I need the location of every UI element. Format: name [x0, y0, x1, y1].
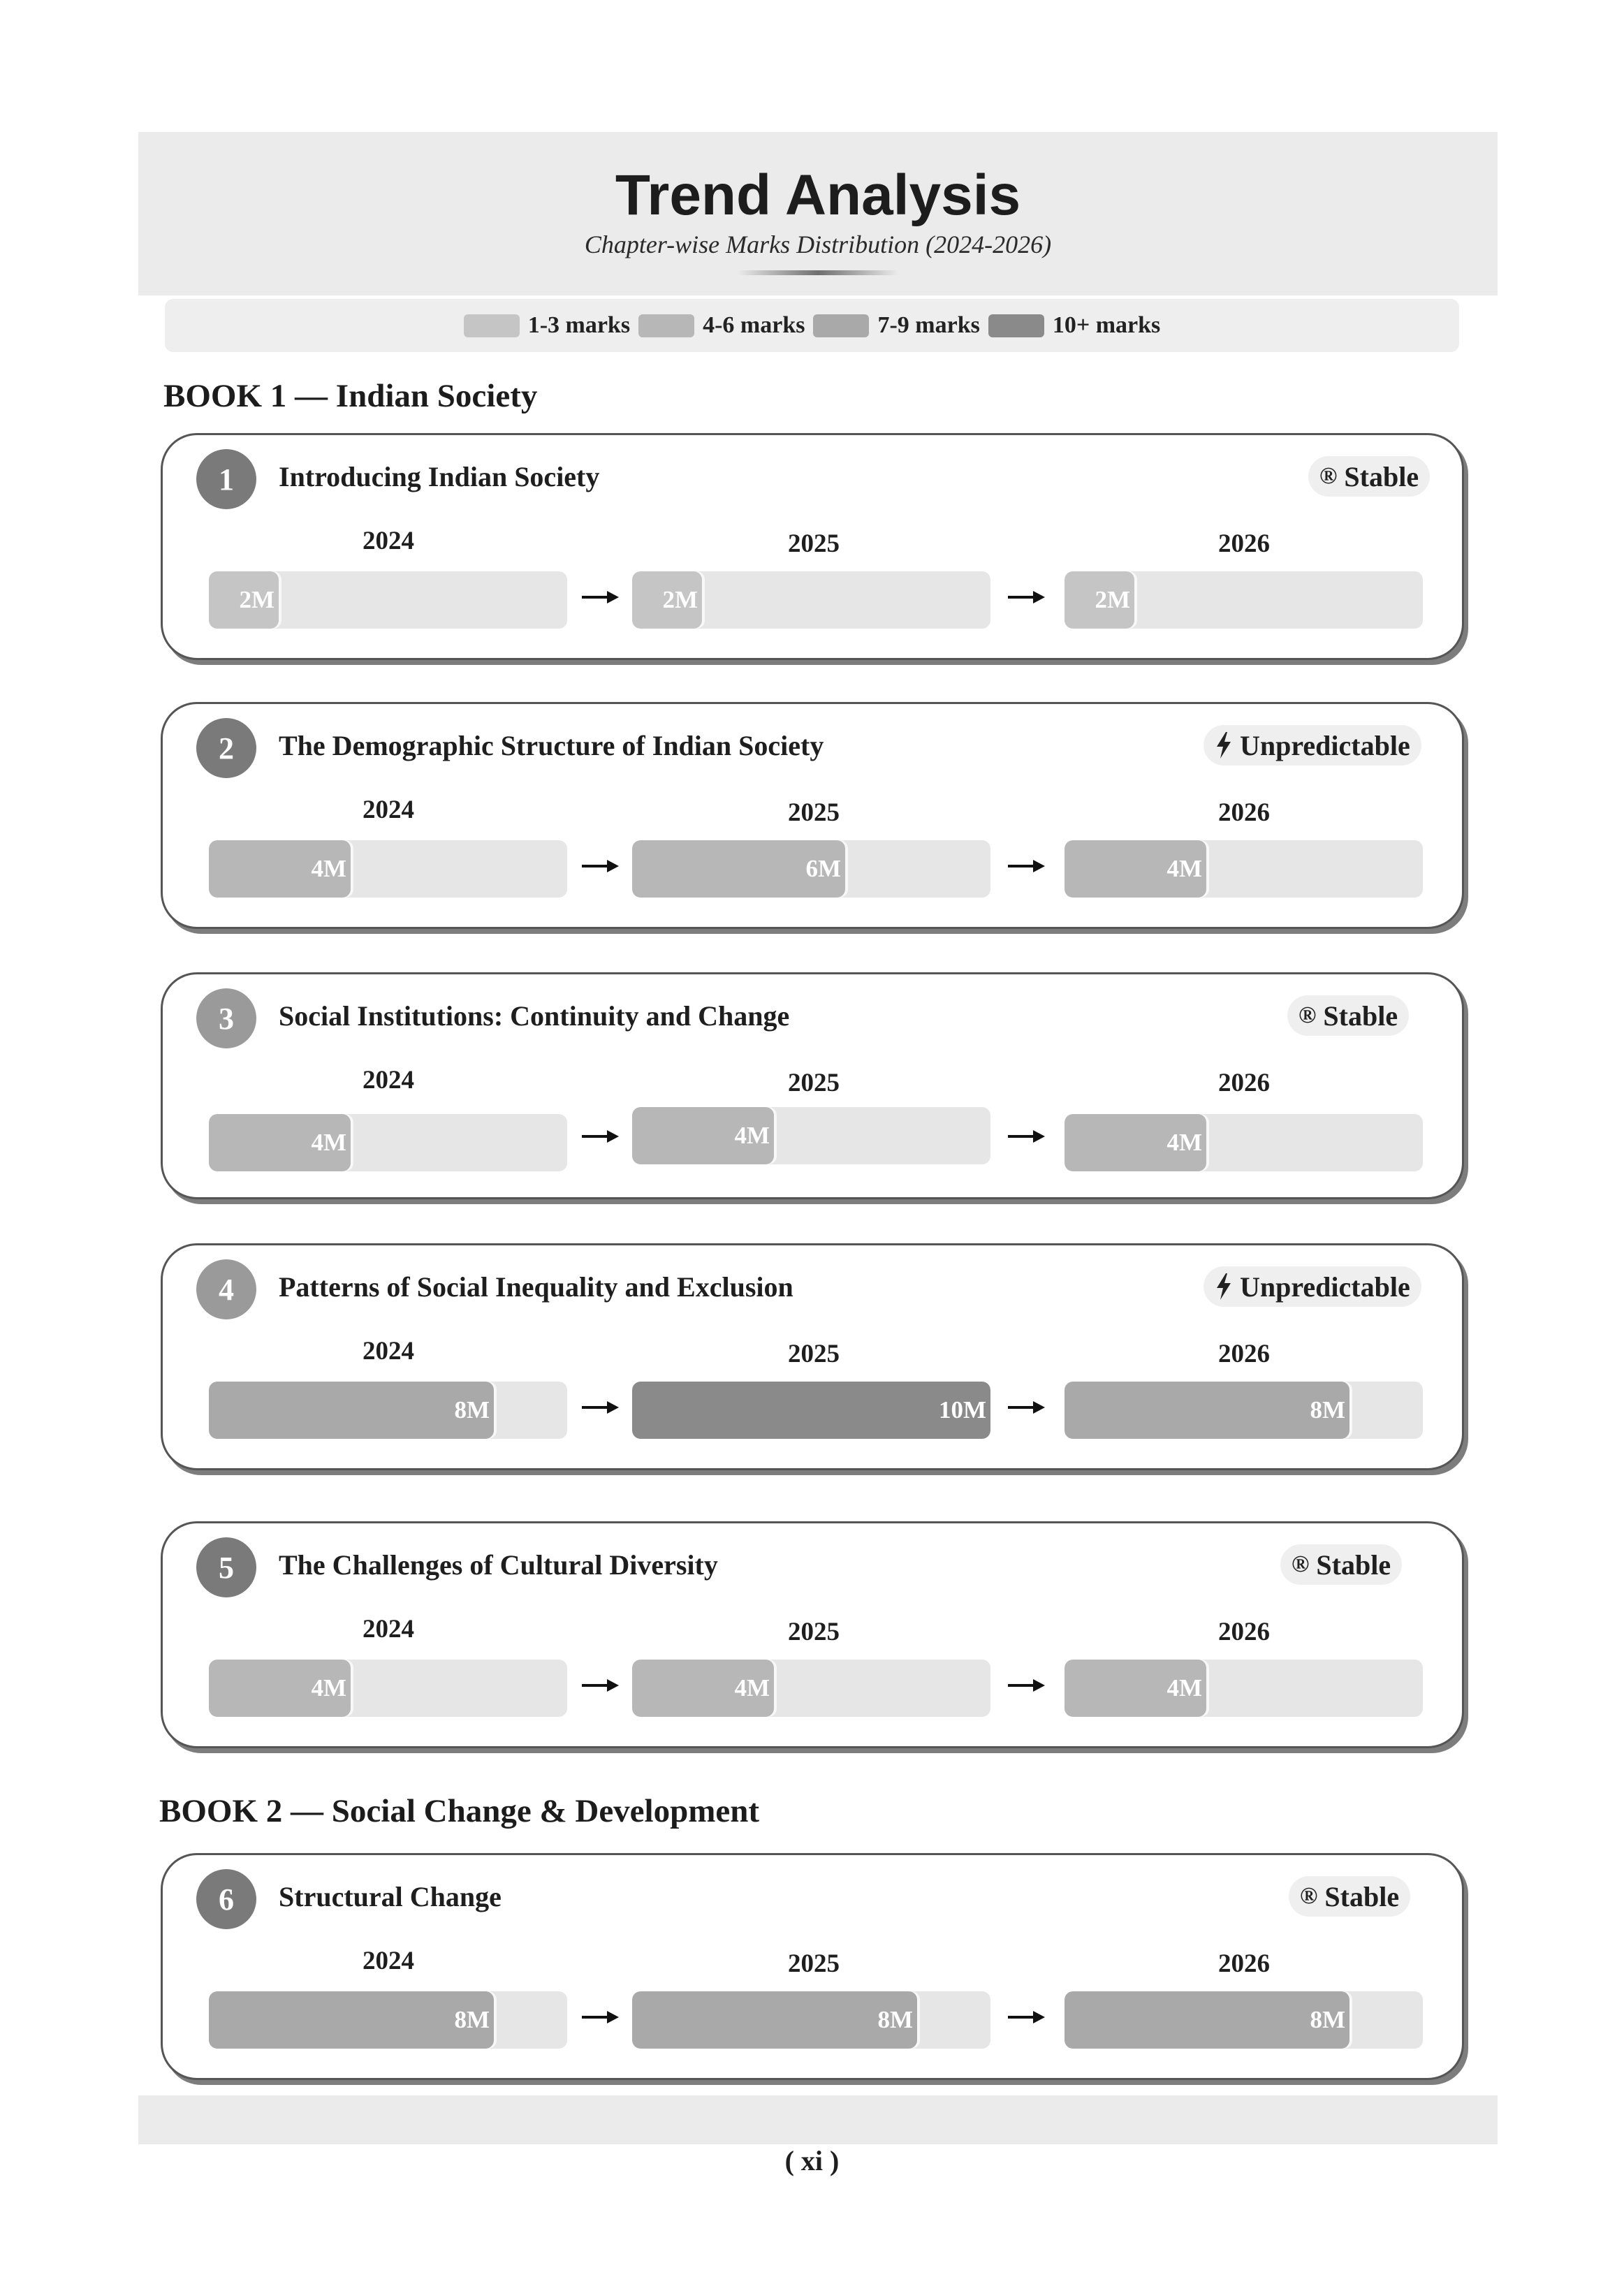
legend-label: 10+ marks	[1052, 312, 1161, 338]
trend-badge	[1287, 995, 1409, 1036]
arrow-right-icon	[582, 1129, 620, 1143]
marks-value: 2M	[1095, 586, 1130, 613]
marks-track	[632, 1991, 990, 2049]
marks-track	[1065, 1382, 1423, 1439]
year-label: 2026	[1218, 529, 1270, 558]
title-underline	[738, 270, 898, 275]
chapter-title: The Demographic Structure of Indian Society	[279, 730, 824, 761]
marks-value: 2M	[662, 586, 698, 613]
marks-value: 4M	[1166, 1129, 1202, 1156]
chapter-card	[161, 433, 1464, 660]
registered-icon: ®	[1292, 1551, 1310, 1577]
legend-label: 7-9 marks	[877, 312, 980, 338]
page-number: ( xi )	[784, 2145, 840, 2176]
marks-track	[1065, 1991, 1423, 2049]
year-label: 2025	[788, 798, 840, 827]
chapter-number: 5	[196, 1537, 256, 1597]
year-label: 2026	[1218, 1618, 1270, 1646]
trend-label: Stable	[1316, 1549, 1391, 1581]
legend-swatch-1-3	[464, 314, 520, 337]
marks-track	[632, 840, 990, 898]
chapter-card	[161, 1243, 1464, 1470]
marks-track	[1065, 1114, 1423, 1171]
year-label: 2026	[1218, 798, 1270, 827]
marks-track	[632, 1107, 990, 1164]
legend-swatch-7-9	[813, 314, 869, 337]
marks-value: 4M	[311, 855, 346, 882]
year-label: 2025	[788, 1069, 840, 1097]
trend-label: Unpredictable	[1240, 729, 1410, 761]
legend-swatch-10-plus	[988, 314, 1044, 337]
lightning-icon	[1215, 731, 1233, 759]
trend-label: Stable	[1324, 1880, 1400, 1912]
marks-value: 8M	[1310, 1396, 1345, 1423]
registered-icon: ®	[1299, 1002, 1317, 1028]
page-subtitle: Chapter-wise Marks Distribution (2024-2026)	[584, 230, 1052, 258]
page-title: Trend Analysis	[615, 163, 1021, 227]
marks-value: 4M	[311, 1674, 346, 1701]
chapter-title: Structural Change	[279, 1881, 502, 1912]
trend-badge	[1308, 456, 1430, 497]
year-label: 2026	[1218, 1069, 1270, 1097]
year-label: 2024	[363, 1615, 414, 1644]
chapter-number: 2	[196, 718, 256, 778]
trend-badge	[1280, 1544, 1402, 1585]
marks-track	[209, 1114, 567, 1171]
chapter-card	[161, 702, 1464, 929]
arrow-right-icon	[582, 1678, 620, 1692]
arrow-right-icon	[1008, 859, 1046, 873]
lightning-icon	[1215, 1273, 1233, 1301]
year-label: 2025	[788, 1949, 840, 1978]
chapter-number: 4	[196, 1259, 256, 1319]
marks-value: 8M	[454, 2006, 490, 2033]
chapter-number: 3	[196, 988, 256, 1048]
marks-value: 2M	[239, 586, 275, 613]
legend-swatch-4-6	[638, 314, 694, 337]
marks-track	[632, 1660, 990, 1717]
legend-item	[464, 312, 630, 339]
arrow-right-icon	[1008, 1129, 1046, 1143]
registered-icon: ®	[1300, 1883, 1318, 1909]
marks-value: 4M	[1166, 855, 1202, 882]
chapter-number: 6	[196, 1869, 256, 1929]
legend-item	[813, 312, 979, 339]
year-label: 2025	[788, 529, 840, 558]
marks-track	[1065, 1660, 1423, 1717]
arrow-right-icon	[1008, 1400, 1046, 1414]
year-label: 2024	[363, 1066, 414, 1095]
arrow-right-icon	[582, 590, 620, 604]
marks-track	[1065, 571, 1423, 629]
book-1-heading: BOOK 1 — Indian Society	[163, 378, 538, 414]
marks-value: 8M	[454, 1396, 490, 1423]
marks-value: 4M	[1166, 1674, 1202, 1701]
marks-value: 6M	[805, 855, 841, 882]
year-label: 2024	[363, 1337, 414, 1366]
chapter-title: The Challenges of Cultural Diversity	[279, 1549, 718, 1581]
marks-track	[209, 571, 567, 629]
marks-value: 10M	[938, 1396, 986, 1423]
chapter-card	[161, 1521, 1464, 1748]
chapter-number: 1	[196, 449, 256, 509]
arrow-right-icon	[582, 1400, 620, 1414]
marks-value: 4M	[734, 1122, 770, 1149]
header-band	[138, 132, 1498, 295]
marks-value: 4M	[734, 1674, 770, 1701]
year-label: 2024	[363, 527, 414, 555]
year-label: 2026	[1218, 1949, 1270, 1978]
marks-value: 8M	[877, 2006, 913, 2033]
year-label: 2026	[1218, 1340, 1270, 1368]
legend-item	[638, 312, 805, 339]
trend-badge	[1289, 1876, 1410, 1917]
trend-label: Stable	[1323, 1000, 1398, 1032]
trend-label: Unpredictable	[1240, 1271, 1410, 1303]
marks-track	[209, 1382, 567, 1439]
trend-badge	[1204, 1266, 1421, 1307]
year-label: 2025	[788, 1618, 840, 1646]
marks-track	[209, 1991, 567, 2049]
marks-track	[1065, 840, 1423, 898]
legend-item	[988, 312, 1160, 339]
legend	[165, 299, 1459, 352]
arrow-right-icon	[1008, 590, 1046, 604]
marks-track	[209, 1660, 567, 1717]
book-2-heading: BOOK 2 — Social Change & Development	[159, 1793, 760, 1829]
marks-track	[209, 840, 567, 898]
year-label: 2024	[363, 1947, 414, 1975]
marks-value: 4M	[311, 1129, 346, 1156]
arrow-right-icon	[1008, 1678, 1046, 1692]
trend-badge	[1204, 725, 1421, 766]
legend-label: 4-6 marks	[703, 312, 805, 338]
year-label: 2025	[788, 1340, 840, 1368]
year-label: 2024	[363, 796, 414, 824]
chapter-card	[161, 972, 1464, 1199]
arrow-right-icon	[582, 2010, 620, 2024]
chapter-title: Social Institutions: Continuity and Change	[279, 1000, 790, 1032]
chapter-title: Patterns of Social Inequality and Exclusion	[279, 1271, 793, 1303]
legend-label: 1-3 marks	[527, 312, 631, 338]
marks-track	[632, 1382, 990, 1439]
marks-value: 8M	[1310, 2006, 1345, 2033]
trend-label: Stable	[1344, 460, 1419, 492]
chapter-card	[161, 1853, 1464, 2080]
registered-icon: ®	[1319, 463, 1338, 489]
arrow-right-icon	[1008, 2010, 1046, 2024]
marks-track	[632, 571, 990, 629]
arrow-right-icon	[582, 859, 620, 873]
chapter-title: Introducing Indian Society	[279, 461, 600, 492]
footer-band	[138, 2095, 1498, 2144]
